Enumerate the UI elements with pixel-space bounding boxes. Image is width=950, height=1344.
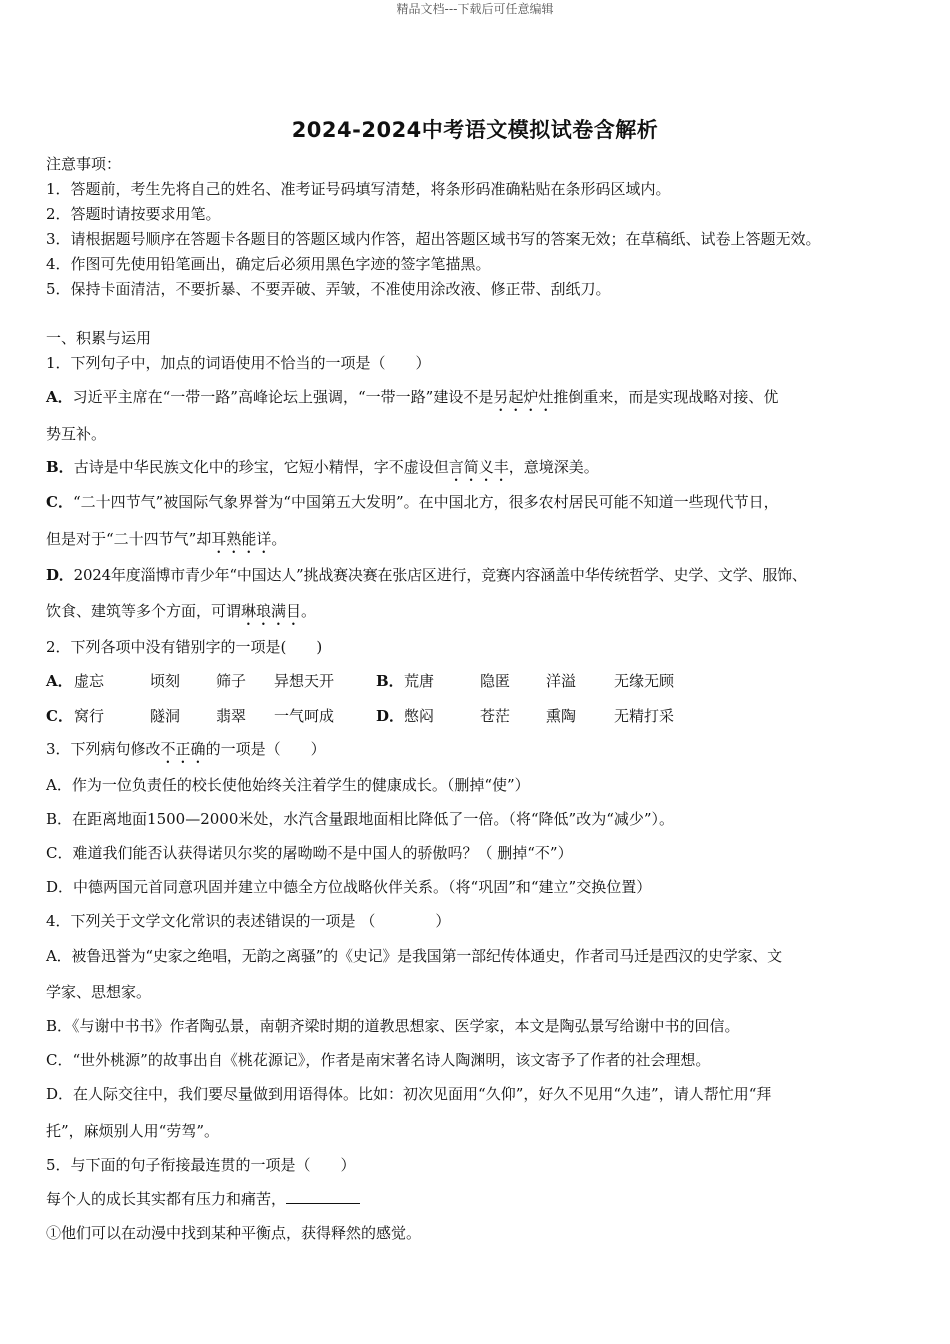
dotted-word: 另起炉灶 [493, 388, 554, 406]
option-text: 古诗是中华民族文化中的珍宝，它短小精悍，字不虚设但 [73, 458, 449, 476]
option-word: 隧洞 [150, 707, 181, 725]
q2-stem: 2．下列各项中没有错别字的一项是( ) [46, 638, 323, 656]
option-word: 异想天开 [274, 672, 335, 690]
option-text: 。 [301, 602, 317, 620]
q3-option-d: D．中德两国元首同意巩固并建立中德全方位战略伙伴关系。（将“巩固”和“建立”交换位置） [46, 878, 652, 896]
option-word: 筛子 [216, 672, 247, 690]
option-label: C． [46, 493, 73, 511]
option-label: A． [46, 388, 73, 406]
q5-option-1: ①他们可以在动漫中找到某种平衡点，获得释然的感觉。 [46, 1224, 422, 1242]
option-text: 但是对于“二十四节气”却 [46, 530, 212, 548]
option-word: 苍茫 [480, 707, 511, 725]
section-heading: 一、积累与运用 [46, 329, 152, 347]
note-item: 5．保持卡面清洁，不要折暴、不要弄破、弄皱，不准使用涂改液、修正带、刮纸刀。 [46, 280, 611, 298]
option-text: 饮食、建筑等多个方面，可谓 [46, 602, 242, 620]
q1-option-b [46, 456, 599, 485]
option-word: 窝行 [74, 707, 105, 725]
option-text: ，意境深美。 [508, 458, 599, 476]
dotted-word: 耳熟能详 [211, 530, 272, 548]
q1-option-d [46, 564, 807, 585]
dotted-word: 言简义丰 [448, 458, 509, 476]
q5-stem: 5．与下面的句子衔接最连贯的一项是（ ） [46, 1156, 356, 1174]
q4-option-c: C．“世外桃源”的故事出自《桃花源记》，作者是南宋著名诗人陶渊明，该文寄予了作者的社会理想。 [46, 1051, 711, 1069]
option-label: C． [46, 707, 73, 725]
option-label: D． [46, 566, 74, 584]
q2-options-row [46, 670, 674, 691]
q4-option-b: B．《与谢中书书》作者陶弘景，南朝齐梁时期的道教思想家、医学家，本文是陶弘景写给谢中书的回信。 [46, 1017, 740, 1035]
option-text: 2024年度淄博市青少年“中国达人”挑战赛决赛在张店区进行，竞赛内容涵盖中华传统哲学、史学、文学、服饰、 [73, 566, 807, 584]
document-title: 2024-2024中考语文模拟试卷含解析 [291, 118, 659, 142]
q4-option-d-cont: 托”，麻烦别人用“劳驾”。 [46, 1122, 220, 1140]
q1-stem: 1．下列句子中，加点的词语使用不恰当的一项是（ ） [46, 354, 431, 372]
q3-option-a: A．作为一位负责任的校长使他始终关注着学生的健康成长。（删掉“使”） [46, 776, 530, 794]
q4-option-a-cont: 学家、思想家。 [46, 983, 152, 1001]
option-label: B． [376, 672, 404, 690]
option-text: 推倒重来，而是实现战略对接、优 [553, 388, 779, 406]
option-word: 憋闷 [404, 707, 435, 725]
stem-text: 3．下列病句修改 [46, 740, 161, 758]
q1-option-d-cont [46, 600, 316, 629]
q3-option-c: C．难道我们能否认获得诺贝尔奖的屠呦呦不是中国人的骄傲吗？（ 删掉“不”） [46, 844, 573, 862]
note-item: 2．答题时请按要求用笔。 [46, 205, 221, 223]
q4-stem: 4．下列关于文学文化常识的表述错误的一项是 （ ） [46, 912, 451, 930]
option-word: 洋溢 [546, 672, 577, 690]
note-item: 1．答题前，考生先将自己的姓名、准考证号码填写清楚，将条形码准确粘贴在条形码区域内。 [46, 180, 671, 198]
option-text: “二十四节气”被国际气象界誉为“中国第五大发明”。在中国北方，很多农村居民可能不知道一些现代节日， [72, 493, 779, 511]
dotted-word: 琳琅满目 [241, 602, 302, 620]
option-word: 荒唐 [404, 672, 435, 690]
notes-heading: 注意事项： [46, 155, 122, 173]
option-text: 。 [271, 530, 287, 548]
option-label: A． [46, 672, 73, 690]
page-header: 精品文档---下载后可任意编辑 [396, 2, 554, 16]
note-item: 4．作图可先使用铅笔画出，确定后必须用黑色字迹的签字笔描黑。 [46, 255, 491, 273]
option-word: 无精打采 [614, 707, 675, 725]
option-word: 隐匿 [480, 672, 511, 690]
q5-lead [46, 1188, 360, 1209]
option-word: 无缘无顾 [614, 672, 675, 690]
q1-option-a-cont: 势互补。 [46, 425, 107, 443]
q1-option-c [46, 491, 779, 512]
q2-options-row [46, 705, 674, 726]
option-word: 顷刻 [150, 672, 181, 690]
stem-text: 的一项是（ ） [205, 740, 326, 758]
lead-text: 每个人的成长其实都有压力和痛苦， [46, 1190, 287, 1208]
option-label: D． [376, 707, 405, 725]
q3-option-b: B．在距离地面1500—2000米处，水汽含量跟地面相比降低了一倍。（将“降低”改为“减少”）。 [46, 810, 675, 828]
option-word: 一气呵成 [274, 707, 335, 725]
answer-blank[interactable] [286, 1189, 360, 1204]
q4-option-d: D．在人际交往中，我们要尽量做到用语得体。比如：初次见面用“久仰”，好久不见用“久违”，请人帮忙用“拜 [46, 1085, 772, 1103]
dotted-word: 不正确 [160, 740, 206, 758]
option-word: 翡翠 [216, 707, 247, 725]
option-label: B． [46, 458, 74, 476]
note-item: 3．请根据题号顺序在答题卡各题目的答题区域内作答，超出答题区域书写的答案无效；在草稿纸、试卷上答题无效。 [46, 230, 821, 248]
q1-option-a [46, 386, 778, 415]
q4-option-a: A．被鲁迅誉为“史家之绝唱，无韵之离骚”的《史记》是我国第一部纪传体通史，作者司马迁是西汉的史学家、文 [46, 947, 782, 965]
option-word: 熏陶 [546, 707, 577, 725]
option-word: 虚忘 [74, 672, 105, 690]
q1-option-c-cont [46, 528, 286, 557]
option-text: 习近平主席在“一带一路”高峰论坛上强调，“一带一路”建设不是 [72, 388, 494, 406]
q3-stem [46, 738, 326, 767]
